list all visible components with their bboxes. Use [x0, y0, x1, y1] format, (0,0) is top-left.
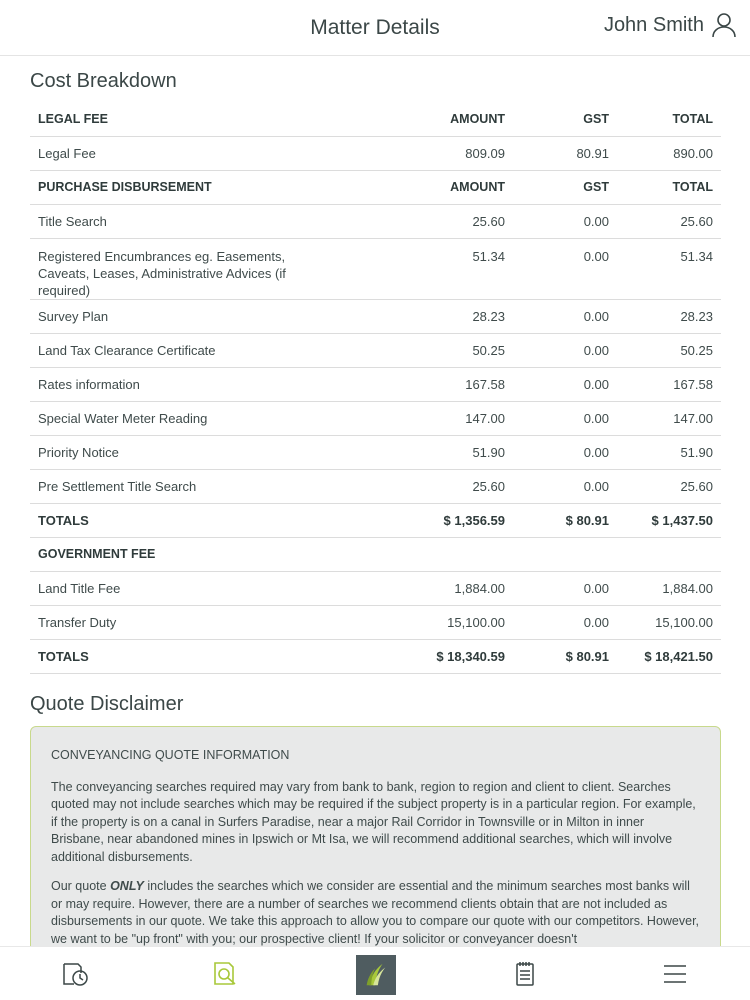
table-row	[30, 204, 721, 238]
legal-fee-header-row	[30, 102, 721, 136]
table-row	[30, 469, 721, 503]
nav-search-document[interactable]	[205, 947, 245, 1000]
row-desc: Land Tax Clearance Certificate	[30, 333, 355, 367]
table-row	[30, 401, 721, 435]
row-amount: 28.23	[355, 299, 513, 333]
row-total: 15,100.00	[617, 605, 721, 639]
col-gst: GST	[513, 102, 617, 136]
logo-icon	[362, 961, 390, 989]
row-gst: 0.00	[513, 367, 617, 401]
nav-menu[interactable]	[655, 947, 695, 1000]
row-amount: 15,100.00	[355, 605, 513, 639]
purchase-disbursement-label: PURCHASE DISBURSEMENT	[30, 170, 355, 204]
row-gst: 0.00	[513, 571, 617, 605]
row-desc: Survey Plan	[30, 299, 355, 333]
bottom-nav	[0, 946, 750, 1000]
row-amount: 1,884.00	[355, 571, 513, 605]
row-amount: 50.25	[355, 333, 513, 367]
row-total: 25.60	[617, 204, 721, 238]
col-total: TOTAL	[617, 170, 721, 204]
purchase-disbursement-header-row	[30, 170, 721, 204]
row-desc: Transfer Duty	[30, 605, 355, 639]
disclaimer-heading: CONVEYANCING QUOTE INFORMATION	[51, 748, 290, 762]
row-gst: 0.00	[513, 469, 617, 503]
nav-home-logo[interactable]	[356, 955, 396, 995]
row-total: 25.60	[617, 469, 721, 503]
row-amount: 809.09	[355, 136, 513, 170]
page-title: Matter Details	[310, 16, 440, 39]
government-fee-label: GOVERNMENT FEE	[30, 537, 355, 571]
table-row	[30, 136, 721, 170]
cost-breakdown-table	[30, 102, 721, 674]
row-total: 51.34	[617, 238, 721, 299]
legal-fee-label: LEGAL FEE	[30, 102, 355, 136]
cost-breakdown-title: Cost Breakdown	[30, 70, 177, 92]
table-row	[30, 605, 721, 639]
table-row	[30, 435, 721, 469]
search-document-icon	[210, 959, 240, 989]
totals-gst: $ 80.91	[513, 639, 617, 673]
totals-total: $ 1,437.50	[617, 503, 721, 537]
col-amount: AMOUNT	[355, 102, 513, 136]
col-amount: AMOUNT	[355, 170, 513, 204]
table-row	[30, 333, 721, 367]
row-desc: Title Search	[30, 204, 355, 238]
disclaimer-paragraph: Our quote ONLY includes the searches which we consider are essential and the minimum searches most banks will or may require. However, there are a number of searches we recommend clients obtain that are not included as disbursements in our quote. We take this approach to allow you to compare our quote with our competitors. However, we want to be "up front" with you; our prospective client! If your solicitor or conveyancer doesn't	[51, 879, 700, 946]
row-total: 1,884.00	[617, 571, 721, 605]
totals-row	[30, 639, 721, 673]
row-total: 51.90	[617, 435, 721, 469]
row-total: 890.00	[617, 136, 721, 170]
disclaimer-paragraph: The conveyancing searches required may vary from bank to bank, region to region and client to client. Searches quoted may not include searches which may be required if the subject property is in a particular region. For example, if the property is on a canal in Surfers Paradise, near a major Rail Corridor in Townsville or in Milton in inner Brisbane, near abandoned mines in Ipswich or Mt Isa, we will recommend additional searches, which will involve additional disbursements.	[51, 779, 696, 864]
history-icon	[60, 959, 90, 989]
row-amount: 147.00	[355, 401, 513, 435]
col-total: TOTAL	[617, 102, 721, 136]
totals-label: TOTALS	[30, 503, 355, 537]
row-desc: Legal Fee	[30, 136, 355, 170]
row-total: 50.25	[617, 333, 721, 367]
quote-disclaimer-title: Quote Disclaimer	[30, 693, 184, 715]
disclaimer-box	[30, 726, 721, 946]
app-header	[0, 0, 750, 56]
row-desc: Registered Encumbrances eg. Easements, Caveats, Leases, Administrative Advices (if required)	[30, 238, 355, 299]
row-gst: 0.00	[513, 204, 617, 238]
row-gst: 0.00	[513, 299, 617, 333]
notepad-icon	[510, 959, 540, 989]
totals-amount: $ 1,356.59	[355, 503, 513, 537]
government-fee-header-row	[30, 537, 721, 571]
totals-row	[30, 503, 721, 537]
row-desc: Pre Settlement Title Search	[30, 469, 355, 503]
row-amount: 25.60	[355, 204, 513, 238]
row-amount: 51.34	[355, 238, 513, 299]
row-gst: 0.00	[513, 238, 617, 299]
row-amount: 51.90	[355, 435, 513, 469]
user-profile[interactable]	[604, 12, 736, 38]
emphasis-only: ONLY	[110, 879, 144, 893]
row-gst: 0.00	[513, 401, 617, 435]
col-gst: GST	[513, 170, 617, 204]
row-gst: 0.00	[513, 605, 617, 639]
table-row	[30, 299, 721, 333]
row-gst: 80.91	[513, 136, 617, 170]
row-total: 167.58	[617, 367, 721, 401]
nav-notepad[interactable]	[505, 947, 545, 1000]
row-gst: 0.00	[513, 435, 617, 469]
totals-gst: $ 80.91	[513, 503, 617, 537]
row-desc: Land Title Fee	[30, 571, 355, 605]
row-gst: 0.00	[513, 333, 617, 367]
table-row	[30, 571, 721, 605]
table-row	[30, 367, 721, 401]
row-desc: Special Water Meter Reading	[30, 401, 355, 435]
row-total: 28.23	[617, 299, 721, 333]
table-row	[30, 238, 721, 299]
nav-history[interactable]	[55, 947, 95, 1000]
row-total: 147.00	[617, 401, 721, 435]
totals-label: TOTALS	[30, 639, 355, 673]
row-amount: 25.60	[355, 469, 513, 503]
row-amount: 167.58	[355, 367, 513, 401]
row-desc: Rates information	[30, 367, 355, 401]
menu-icon	[660, 959, 690, 989]
row-desc: Priority Notice	[30, 435, 355, 469]
totals-total: $ 18,421.50	[617, 639, 721, 673]
user-icon	[712, 12, 736, 38]
totals-amount: $ 18,340.59	[355, 639, 513, 673]
matter-content[interactable]	[0, 56, 750, 946]
user-name: John Smith	[603, 13, 704, 36]
